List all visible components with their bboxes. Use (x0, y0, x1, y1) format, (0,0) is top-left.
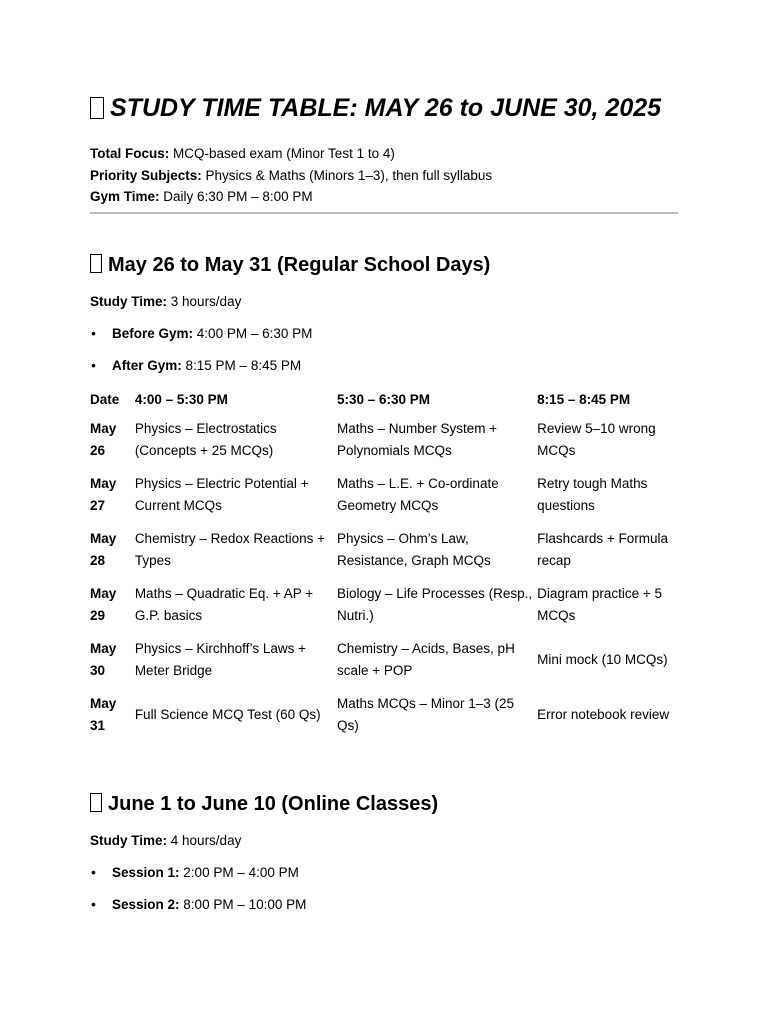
date-cell: May 26 (90, 421, 117, 458)
table-row (88, 522, 678, 577)
gym-time-line: Gym Time: Daily 6:30 PM – 8:00 PM (90, 189, 313, 204)
missing-glyph-icon (90, 793, 102, 812)
header-info (90, 143, 492, 208)
column-header: Date (90, 392, 120, 408)
bullet-session-2: • Session 2: 8:00 PM – 10:00 PM (112, 897, 306, 912)
table-cell: Flashcards + Formula recap (537, 531, 669, 568)
table-cell: Maths – Number System + Polynomials MCQs (337, 421, 498, 458)
table-cell: Maths MCQs – Minor 1–3 (25 Qs) (337, 696, 515, 733)
table-cell: Diagram practice + 5 MCQs (537, 586, 663, 623)
table-row (88, 577, 678, 632)
table-cell: Chemistry – Acids, Bases, pH scale + POP (337, 641, 515, 678)
study-time-line: Study Time: 3 hours/day (90, 294, 242, 309)
missing-glyph-icon (90, 97, 104, 119)
date-cell: May 27 (90, 476, 117, 513)
table-cell: Error notebook review (537, 706, 670, 722)
priority-subjects-line: Priority Subjects: Physics & Maths (Minors 1–3), then full syllabus (90, 167, 493, 183)
section-heading-may: May 26 to May 31 (Regular School Days) (90, 254, 490, 277)
table-header-row (88, 388, 678, 412)
table-cell: Maths – L.E. + Co-ordinate Geometry MCQs (337, 476, 499, 513)
table-row (88, 687, 678, 742)
column-header: 5:30 – 6:30 PM (337, 392, 431, 408)
table-cell: Chemistry – Redox Reactions + Types (134, 531, 326, 568)
total-focus-line: Total Focus: MCQ-based exam (Minor Test 1 to 4) (90, 146, 395, 161)
table-cell: Mini mock (10 MCQs) (537, 651, 668, 667)
table-cell: Physics – Electrostatics (Concepts + 25 MCQs) (134, 421, 277, 458)
timetable (88, 388, 678, 742)
bullet-after-gym: • After Gym: 8:15 PM – 8:45 PM (112, 358, 301, 373)
date-cell: May 30 (90, 641, 117, 678)
bullet-before-gym: • Before Gym: 4:00 PM – 6:30 PM (112, 326, 312, 341)
missing-glyph-icon (90, 254, 102, 273)
date-cell: May 29 (90, 586, 117, 623)
date-cell: May 28 (90, 531, 117, 568)
table-cell: Physics – Ohm’s Law, Resistance, Graph MCQs (337, 531, 491, 568)
table-cell: Physics – Kirchhoff’s Laws + Meter Bridge (134, 641, 307, 678)
table-cell: Biology – Life Processes (Resp., Nutri.) (337, 586, 533, 623)
table-cell: Retry tough Maths questions (537, 476, 648, 513)
table-cell: Full Science MCQ Test (60 Qs) (134, 706, 321, 722)
date-cell: May 31 (90, 696, 117, 733)
table-row (88, 412, 678, 467)
page-title: STUDY TIME TABLE: MAY 26 to JUNE 30, 2025 (90, 94, 661, 123)
table-cell: Maths – Quadratic Eq. + AP + G.P. basics (134, 586, 314, 623)
horizontal-divider (90, 212, 678, 214)
bullet-session-1: • Session 1: 2:00 PM – 4:00 PM (112, 865, 299, 880)
study-time-line: Study Time: 4 hours/day (90, 833, 242, 848)
table-cell: Review 5–10 wrong MCQs (537, 421, 656, 458)
table-cell: Physics – Electric Potential + Current MCQs (134, 476, 309, 513)
column-header: 4:00 – 5:30 PM (134, 392, 228, 408)
column-header: 8:15 – 8:45 PM (537, 392, 631, 408)
table-row (88, 632, 678, 687)
section-heading-june: June 1 to June 10 (Online Classes) (90, 793, 438, 816)
table-row (88, 467, 678, 522)
